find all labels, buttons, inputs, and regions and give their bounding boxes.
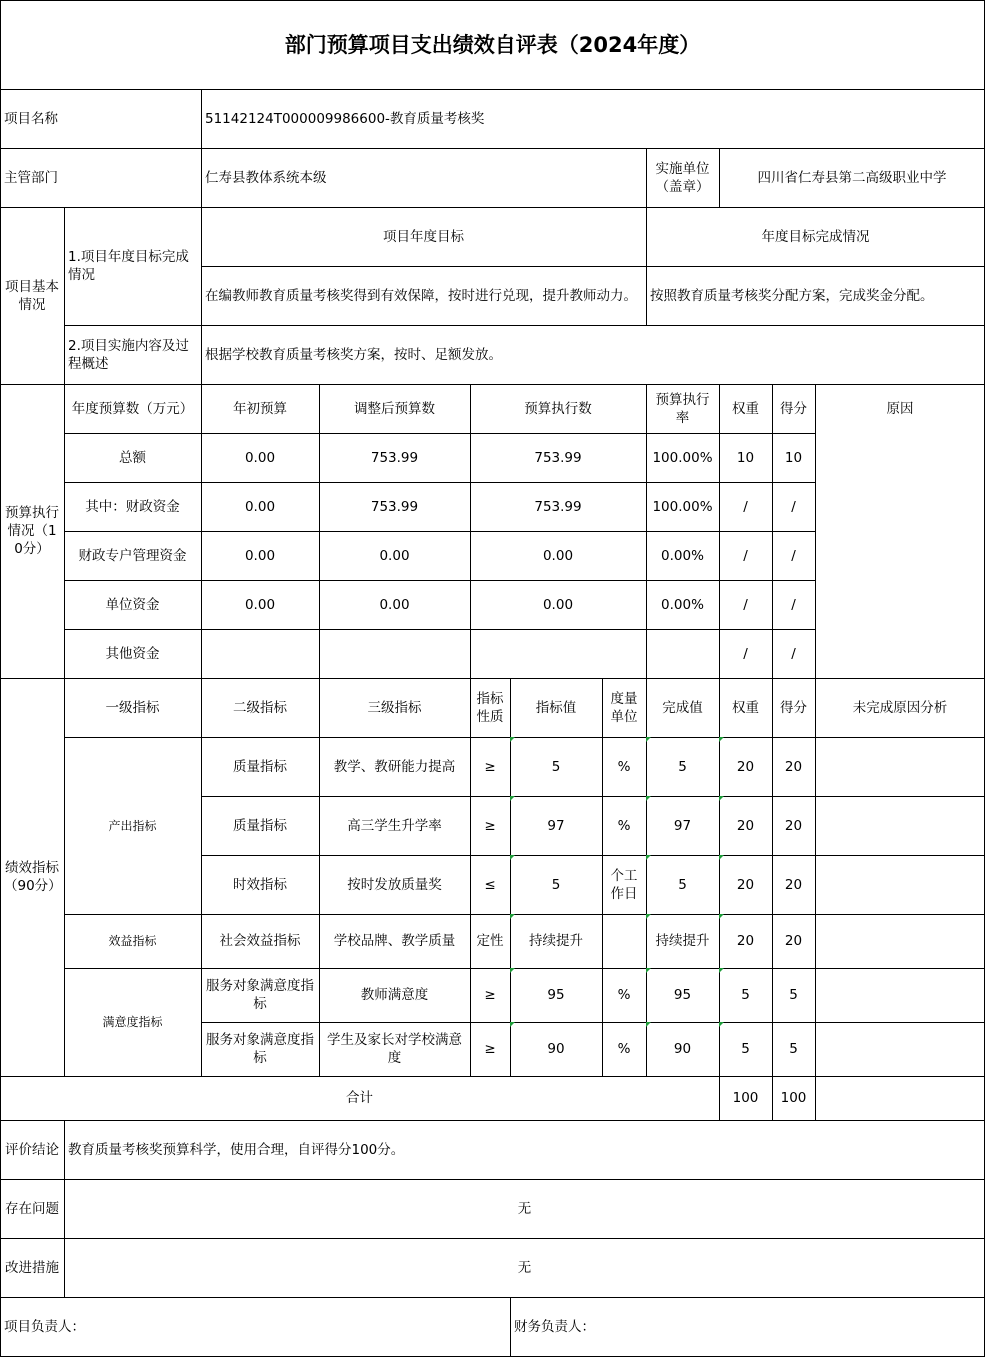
budget-row-label: 总额 [119, 449, 146, 466]
budget-header: 得分 [780, 400, 807, 417]
budget-cell: 100.00% [652, 498, 713, 515]
budget-cell: 0.00 [379, 596, 410, 613]
issues-label: 存在问题 [5, 1200, 59, 1217]
budget-cell: / [791, 645, 796, 662]
perf-unit: % [617, 817, 631, 834]
budget-cell: 0.00 [244, 449, 276, 466]
budget-header: 预算执行数 [524, 400, 592, 417]
perf-target: 持续提升 [510, 914, 602, 968]
perf-level2: 社会效益指标 [219, 933, 301, 949]
perf-header: 度量单位 [610, 690, 638, 725]
budget-section-label: 预算执行情况（10分） [5, 505, 59, 557]
budget-cell: 0.00% [661, 596, 704, 613]
improve-label: 改进措施 [5, 1259, 59, 1276]
perf-actual: 持续提升 [646, 914, 719, 968]
budget-cell [646, 629, 719, 678]
perf-weight: 20 [719, 796, 772, 855]
perf-level2: 服务对象满意度指标 [206, 1032, 314, 1066]
total-weight: 100 [732, 1090, 759, 1106]
unit-value: 四川省仁寿县第二高级职业中学 [757, 169, 947, 186]
project-name-value: 51142124T000009986600-教育质量考核奖 [205, 110, 485, 127]
total-label: 合计 [346, 1090, 373, 1106]
perf-score: 5 [789, 1041, 798, 1057]
perf-target: 5 [510, 855, 602, 914]
budget-cell [319, 629, 470, 678]
perf-target: 5 [510, 737, 602, 796]
result-header: 年度目标完成情况 [761, 228, 870, 245]
perf-weight: 20 [719, 737, 772, 796]
perf-level2: 时效指标 [233, 876, 287, 893]
budget-cell: / [791, 596, 796, 613]
basic-section-label: 项目基本情况 [5, 278, 59, 313]
perf-header: 指标性质 [476, 690, 504, 725]
perf-level3: 按时发放质量奖 [347, 876, 442, 893]
perf-weight: 20 [719, 855, 772, 914]
perf-score: 20 [784, 876, 803, 893]
perf-weight: 5 [719, 1022, 772, 1076]
budget-cell: 0.00% [661, 547, 704, 564]
perf-group-output: 产出指标 [108, 818, 157, 833]
perf-target: 95 [510, 968, 602, 1022]
goal-text: 在编教师教育质量考核奖得到有效保障，按时进行兑现，提升教师动力。 [205, 287, 637, 304]
conclusion-label: 评价结论 [5, 1141, 59, 1158]
result-text: 按照教育质量考核奖分配方案，完成奖金分配。 [650, 287, 934, 304]
perf-header: 得分 [780, 699, 807, 716]
perf-header: 一级指标 [105, 699, 160, 716]
budget-cell: 10 [736, 449, 755, 466]
perf-level2: 服务对象满意度指标 [206, 978, 314, 1012]
perf-unit [602, 914, 646, 968]
budget-header: 年度预算数（万元） [71, 400, 194, 417]
perf-score: 20 [784, 933, 803, 949]
perf-unit: % [617, 987, 631, 1003]
conclusion-text: 教育质量考核奖预算科学，使用合理，自评得分100分。 [68, 1141, 405, 1158]
perf-nature: ≥ [484, 1041, 496, 1057]
unit-label: 实施单位（盖章） [655, 160, 710, 195]
finance-leader-label: 财务负责人： [514, 1319, 595, 1335]
issues-text: 无 [517, 1200, 532, 1217]
total-score: 100 [780, 1090, 807, 1106]
perf-nature: ≥ [484, 987, 496, 1003]
budget-cell: 100.00% [652, 449, 713, 466]
perf-unit: % [617, 758, 631, 775]
perf-actual: 90 [646, 1022, 719, 1076]
project-name-label: 项目名称 [4, 110, 58, 127]
perf-header: 权重 [732, 699, 759, 716]
dept-value: 仁寿县教体系统本级 [205, 169, 327, 186]
project-leader-label: 项目负责人： [4, 1319, 85, 1335]
budget-cell: 0.00 [379, 547, 410, 564]
perf-score: 5 [789, 987, 798, 1003]
perf-nature: ≤ [484, 876, 496, 893]
perf-level3: 高三学生升学率 [347, 817, 442, 834]
goal-header: 项目年度目标 [383, 228, 464, 245]
perf-header: 指标值 [535, 699, 577, 716]
budget-cell: 10 [784, 449, 803, 466]
goal-label: 1.项目年度目标完成情况 [68, 249, 189, 283]
perf-level3: 学校品牌、教学质量 [333, 933, 456, 949]
perf-nature: ≥ [484, 758, 496, 775]
budget-cell: 753.99 [370, 498, 419, 515]
page-title: 部门预算项目支出绩效自评表（2024年度） [284, 32, 701, 57]
improve-text: 无 [517, 1259, 532, 1276]
budget-cell: / [743, 498, 748, 515]
budget-cell: 753.99 [370, 449, 419, 466]
budget-header: 权重 [732, 400, 759, 417]
budget-header: 预算执行率 [655, 391, 710, 426]
perf-header: 未完成原因分析 [852, 699, 948, 716]
perf-level3: 教师满意度 [360, 987, 429, 1003]
perf-actual: 5 [646, 855, 719, 914]
budget-cell: / [743, 645, 748, 662]
budget-cell: 0.00 [244, 547, 276, 564]
impl-label: 2.项目实施内容及过程概述 [68, 337, 189, 372]
budget-cell: 753.99 [534, 498, 582, 515]
budget-cell: / [791, 547, 796, 564]
budget-header: 调整后预算数 [354, 400, 435, 417]
perf-group-benefit: 效益指标 [108, 934, 157, 948]
perf-score: 20 [784, 758, 803, 775]
budget-row-label: 单位资金 [105, 596, 160, 613]
budget-cell: 753.99 [534, 449, 582, 466]
budget-cell [470, 629, 646, 678]
budget-cell: 0.00 [244, 498, 276, 515]
budget-row-label: 财政专户管理资金 [78, 547, 187, 564]
budget-cell: 0.00 [244, 596, 276, 613]
perf-score: 20 [784, 817, 803, 834]
perf-target: 90 [510, 1022, 602, 1076]
budget-row-label: 其他资金 [105, 645, 160, 662]
perf-weight: 5 [719, 968, 772, 1022]
budget-header: 原因 [886, 400, 914, 417]
perf-weight: 20 [719, 914, 772, 968]
budget-row-label: 其中：财政资金 [85, 498, 180, 515]
budget-cell: / [791, 498, 796, 515]
perf-target: 97 [510, 796, 602, 855]
perf-nature: ≥ [484, 817, 496, 834]
perf-level2: 质量指标 [233, 758, 287, 775]
perf-actual: 5 [646, 737, 719, 796]
perf-nature: 定性 [476, 933, 504, 949]
budget-header: 年初预算 [233, 400, 287, 417]
perf-unit: % [617, 1041, 631, 1057]
impl-text: 根据学校教育质量考核奖方案，按时、足额发放。 [205, 346, 502, 363]
perf-level3: 学生及家长对学校满意度 [327, 1032, 462, 1066]
perf-header: 二级指标 [233, 699, 287, 716]
perf-header: 完成值 [662, 699, 703, 716]
budget-cell: / [743, 596, 748, 613]
perf-actual: 95 [646, 968, 719, 1022]
budget-cell [201, 629, 319, 678]
perf-level3: 教学、教研能力提高 [333, 758, 456, 775]
perf-section-label: 绩效指标（90分） [4, 860, 62, 894]
perf-group-satisfaction: 满意度指标 [102, 1015, 163, 1029]
budget-cell: 0.00 [542, 547, 574, 564]
budget-cell: / [743, 547, 748, 564]
perf-level2: 质量指标 [233, 817, 287, 834]
perf-unit: 个工作日 [610, 867, 638, 902]
perf-header: 三级指标 [367, 699, 422, 716]
budget-cell: 0.00 [542, 596, 574, 613]
dept-label: 主管部门 [4, 169, 58, 186]
perf-actual: 97 [646, 796, 719, 855]
